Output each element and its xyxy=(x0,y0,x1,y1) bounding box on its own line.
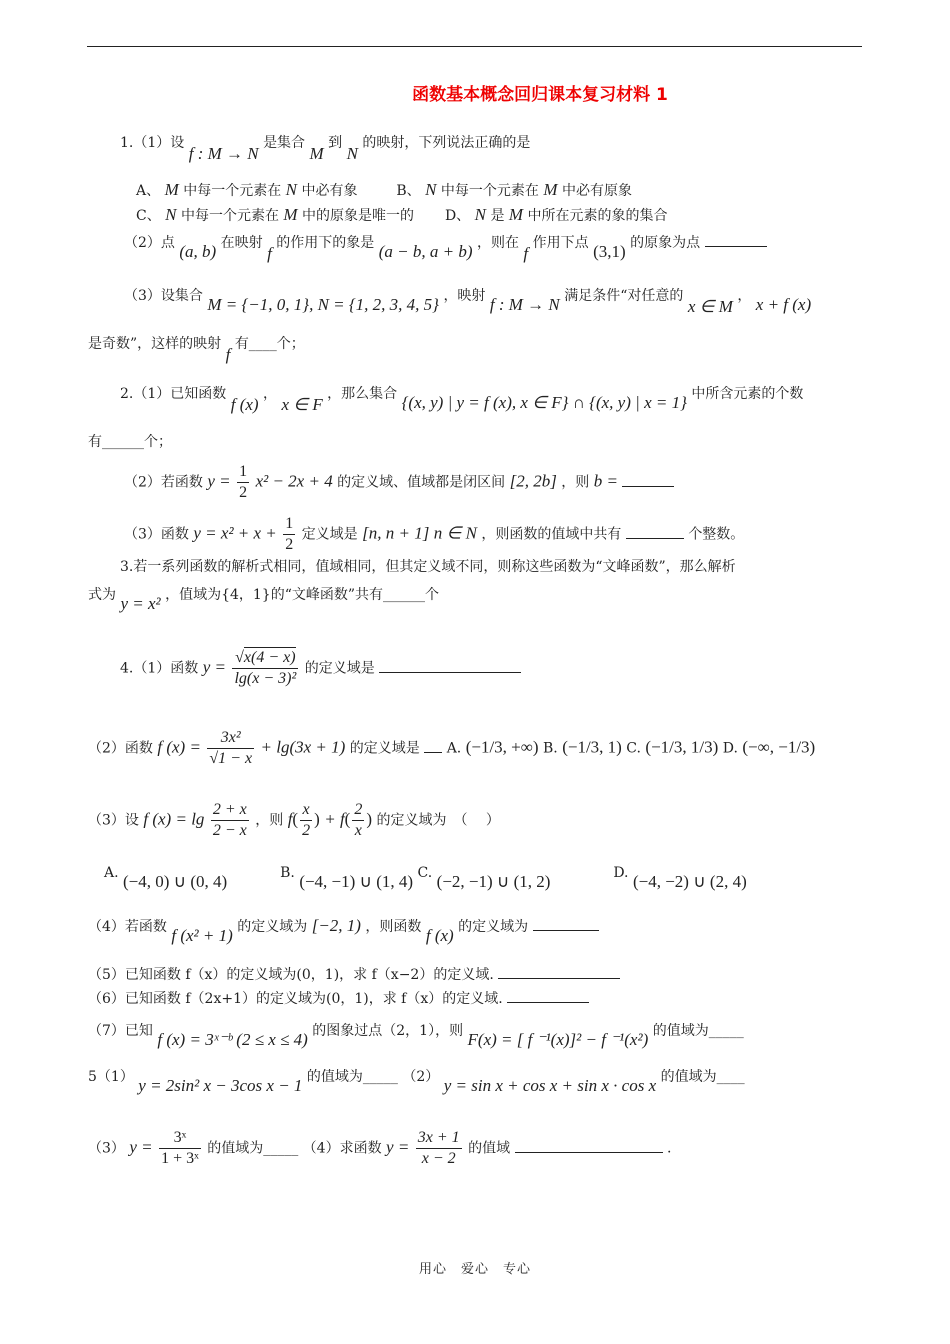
q1-part3-line2 xyxy=(88,333,305,364)
q1-p2-lead: （2）点 xyxy=(124,235,175,251)
q1-opt-a-label: A、 xyxy=(136,183,161,199)
q4-p3-fx: f (x) = lg xyxy=(143,809,205,829)
q2-p3-tail2: 个整数。 xyxy=(688,526,745,543)
q4-p2-b-label: B. xyxy=(543,740,558,757)
q2-part2 xyxy=(124,462,674,503)
q1-p3-comma: ， xyxy=(737,288,752,304)
page-title: 函数基本概念回归课本复习材料 1 xyxy=(412,85,668,105)
q4-p2-a-label: A. xyxy=(446,740,462,757)
q4-p2-den-wrap: √1 − x xyxy=(209,750,253,767)
q4-p3-a-val: (−4, 0) ∪ (0, 4) xyxy=(123,872,228,891)
q1-p2-image: (a − b, a + b) xyxy=(378,242,473,261)
q1-opt-b-label: B、 xyxy=(396,183,421,199)
q4-part2 xyxy=(88,728,815,769)
q4-p3-plus-f: + f xyxy=(324,809,345,829)
q2-p1-comma: ， xyxy=(263,386,278,402)
q2-p3-mid: 定义域是 xyxy=(301,526,358,543)
q4-p3-b-label: B. xyxy=(280,865,295,881)
q1-p2-pt: (3,1) xyxy=(593,242,626,261)
q2-p1-fx: f (x) xyxy=(230,395,259,414)
q5-p4-frac xyxy=(416,1128,462,1169)
q1-opt-d-label: D、 xyxy=(444,208,471,224)
q1-opt-d-text1: 是 xyxy=(490,208,505,224)
q4-p3-a-label: A. xyxy=(104,865,119,881)
q4-p3-frac1 xyxy=(300,800,312,841)
q4-p2-den: 1 − x xyxy=(218,750,253,767)
page-footer: 用心 爱心 专心 xyxy=(418,1262,531,1277)
q5-p4-end: . xyxy=(667,1140,672,1157)
q4-p3-den: 2 − x xyxy=(212,822,247,839)
q5-p3-tail: 的值域为_____ xyxy=(207,1140,299,1157)
q4-p4-int: [−2, 1) xyxy=(311,916,361,935)
q4-p4-tail: 的定义域为 xyxy=(458,919,529,935)
q4-p3-n1: x xyxy=(300,800,312,821)
q4-p1-lead: 4.（1）函数 xyxy=(120,660,199,677)
q1-opt-a-m: M xyxy=(164,180,179,199)
q5-p3-num: 3ˣ xyxy=(159,1128,201,1149)
q4-p7-lead: （7）已知 xyxy=(88,1023,153,1039)
q2-p2-y: y = xyxy=(207,471,231,491)
q2-p2-lead: （2）若函数 xyxy=(124,474,203,491)
q1-opt-b-text2: 中必有原象 xyxy=(561,183,632,199)
q1-set-n: N xyxy=(346,144,358,163)
q5-part34 xyxy=(88,1128,672,1169)
q4-p3-frac2 xyxy=(352,800,364,841)
q4-p2-d-val: (−∞, −1/3) xyxy=(742,737,816,757)
q2-p1-set: {(x, y) | y = f (x), x ∈ F} ∩ {(x, y) | x = 1} xyxy=(401,393,687,412)
q1-p2-mid4: 作用下点 xyxy=(532,235,589,251)
q2-p2-tail: ，则 xyxy=(561,474,590,491)
q1-opt-c-text1: 中每一个元素在 xyxy=(180,208,279,224)
q3-line1: 3.若一系列函数的解析式相同，值域相同，但其定义域不同，则称这些函数为“文峰函数”，那么解析 xyxy=(120,559,736,575)
q1-opt-a-text2: 中必有象 xyxy=(301,183,358,199)
q2-p3-lead: （3）函数 xyxy=(124,526,189,543)
q1-options-cd xyxy=(136,205,668,226)
q4-p1-den: lg(x − 3)² xyxy=(234,670,297,687)
q4-p1-num-wrap: √x(4 − x) xyxy=(232,648,298,669)
q3-line2 xyxy=(88,584,440,613)
q4-p3-frac xyxy=(211,800,249,841)
q4-p7-tail: 的值域为_____ xyxy=(652,1023,744,1039)
q4-p7-F: F(x) = [ f ⁻¹(x)]² − f ⁻¹(x²) xyxy=(467,1030,649,1049)
q1-options-ab xyxy=(136,180,632,201)
q4-p2-d-label: D. xyxy=(722,740,738,757)
q5-p2-y: y = sin x + cos x + sin x · cos x xyxy=(443,1076,657,1095)
q5-p4-den: x − 2 xyxy=(421,1150,456,1167)
q1-opt-c-text2: 中的原象是唯一的 xyxy=(302,208,415,224)
q5-p4-y: y = xyxy=(386,1137,410,1157)
q4-p7-fx: f (x) = 3ˣ⁻ᵇ (2 ≤ x ≤ 4) xyxy=(157,1030,308,1049)
q4-p1-frac xyxy=(232,648,298,689)
q4-p3-f1: f xyxy=(287,809,293,829)
q4-p7-mid: 的图象过点（2，1），则 xyxy=(312,1023,464,1039)
q2-p2-rest: x² − 2x + 4 xyxy=(255,471,333,491)
q4-p3-lead: （3）设 xyxy=(88,812,139,829)
q1-p2-tail: 的原象为点 xyxy=(630,235,701,251)
q2-p2-int: [2, 2b] xyxy=(509,471,557,491)
q1-opt-b-text1: 中每一个元素在 xyxy=(440,183,539,199)
q1-p2-f2: f xyxy=(523,244,529,263)
q1-p1-is: 是集合 xyxy=(263,135,306,151)
q4-part7 xyxy=(88,1020,744,1049)
q4-p1-blank[interactable] xyxy=(379,658,521,673)
q4-p1-num: x(4 − x) xyxy=(243,649,296,666)
q4-p5-text: （5）已知函数 f（x）的定义域为(0，1)，求 f（x−2）的定义域. xyxy=(88,967,494,983)
q4-p3-c-label: C. xyxy=(417,865,433,881)
q1-p3-x: x ∈ M xyxy=(687,297,733,316)
q1-p2-point: (a, b) xyxy=(179,242,217,261)
q2-p2-b: b = xyxy=(593,471,618,491)
q1-p2-blank[interactable] xyxy=(705,232,767,247)
q4-p3-n2: 2 xyxy=(352,800,364,821)
q5-p1-lead: 5（1） xyxy=(88,1069,134,1085)
header-rule xyxy=(87,46,862,47)
q4-p5-blank[interactable] xyxy=(498,964,620,979)
q1-p2-mid2: 的作用下的象是 xyxy=(276,235,375,251)
q4-p4-fx2: f (x) xyxy=(425,926,454,945)
q1-p3-tail: 有____个； xyxy=(234,336,305,352)
q2-p1-mid: ，那么集合 xyxy=(327,386,398,402)
q2-p1-tail: 中所含元素的个数 xyxy=(691,386,804,402)
q4-p3-d2: x xyxy=(354,822,362,839)
q5-p3-den: 1 + 3ˣ xyxy=(161,1150,199,1167)
q4-p2-num: 3x² xyxy=(207,728,254,749)
q5-p2-tail: 的值域为____ xyxy=(660,1069,745,1085)
q2-p1-xf: x ∈ F xyxy=(281,395,323,414)
q2-p3-tail: ，则函数的值域中共有 xyxy=(481,526,622,543)
q4-p2-c-val: (−1/3, 1/3) xyxy=(645,737,719,757)
q1-p3-sets: M = {−1, 0, 1}, N = {1, 2, 3, 4, 5} xyxy=(207,295,439,314)
q4-part3-options xyxy=(104,862,747,891)
q4-p3-d1: 2 xyxy=(302,822,311,839)
q4-p4-mid2: ，则函数 xyxy=(365,919,422,935)
q4-p4-fx: f (x² + 1) xyxy=(171,926,233,945)
q1-opt-c-label: C、 xyxy=(136,208,161,224)
q3-line2-tail: ，值域为{4，1}的“文峰函数”共有______个 xyxy=(165,587,440,603)
q1-p3-f: f xyxy=(225,345,231,364)
q1-p3-mid: ，映射 xyxy=(443,288,486,304)
q1-set-m: M xyxy=(309,144,324,163)
q4-p2-frac xyxy=(207,728,254,769)
q2-p3-int: [n, n + 1] xyxy=(362,523,430,543)
q1-opt-c-n: N xyxy=(165,205,177,224)
q1-p1-lead: 1.（1）设 xyxy=(120,135,185,151)
q2-p2-blank[interactable] xyxy=(622,472,674,487)
q4-p1-y: y = xyxy=(202,657,226,677)
q2-p2-frac xyxy=(237,462,249,503)
q4-p3-tail: 的定义域为 （ ） xyxy=(376,812,500,829)
q4-part3: （3）设 f (x) = lg $\frac{2 + x}{2 - x}$ ，则 f( $\frac{x}{2}$ ) + f( $\frac{2}{x}$ ) 的定义域为 （ ） xyxy=(88,801,500,839)
q4-p2-c-label: C. xyxy=(626,740,641,757)
q5-part12 xyxy=(88,1066,745,1095)
q2-p3-frac-den: 2 xyxy=(285,536,294,553)
q3-line2-fn: y = x² xyxy=(120,594,161,613)
q4-p2-lead: （2）函数 xyxy=(88,740,153,757)
q1-p3-map: f : M → N xyxy=(489,295,560,314)
q1-part2 xyxy=(124,232,767,263)
q1-p2-mid: 在映射 xyxy=(220,235,263,251)
q4-part1 xyxy=(120,648,521,689)
q1-opt-d-n: N xyxy=(474,205,486,224)
q4-p3-c-val: (−2, −1) ∪ (1, 2) xyxy=(436,872,551,891)
q5-p2-lead: （2） xyxy=(402,1069,440,1085)
q2-p3-frac-num: 1 xyxy=(283,514,295,535)
q2-p2-mid: 的定义域、值域都是闭区间 xyxy=(337,474,506,491)
q5-p4-num: 3x + 1 xyxy=(416,1128,462,1149)
q2-p1-lead: 2.（1）已知函数 xyxy=(120,386,227,402)
q2-part1-line2: 有______个； xyxy=(88,434,172,450)
q1-part1 xyxy=(120,132,531,163)
q1-opt-a-text1: 中每一个元素在 xyxy=(183,183,282,199)
q5-p4-lead: （4）求函数 xyxy=(302,1140,382,1157)
q4-p4-mid: 的定义域为 xyxy=(237,919,308,935)
q4-p2-b-val: (−1/3, 1) xyxy=(562,737,622,757)
q1-p3-line2: 是奇数”，这样的映射 xyxy=(88,336,222,352)
q5-p4-blank[interactable] xyxy=(515,1138,663,1153)
q2-p3-blank[interactable] xyxy=(626,524,684,539)
q4-p2-a-val: (−1/3, +∞) xyxy=(465,737,539,757)
q1-opt-b-n: N xyxy=(425,180,437,199)
q4-p3-d-val: (−4, −2) ∪ (2, 4) xyxy=(632,872,747,891)
q1-to: 到 xyxy=(328,135,343,151)
q4-p3-b-val: (−4, −1) ∪ (1, 4) xyxy=(299,872,414,891)
q1-part3 xyxy=(124,285,812,316)
q2-p2-frac-num: 1 xyxy=(237,462,249,483)
q4-p4-lead: （4）若函数 xyxy=(88,919,167,935)
q1-opt-c-m: M xyxy=(283,205,298,224)
q5-p1-y: y = 2sin² x − 3cos x − 1 xyxy=(138,1076,303,1095)
q5-p4-tail: 的值域 xyxy=(468,1140,511,1157)
q5-p1-tail: 的值域为_____ xyxy=(306,1069,398,1085)
q1-p2-f: f xyxy=(267,244,272,263)
q2-p3-nn: n ∈ N xyxy=(433,523,477,543)
q2-p2-frac-den: 2 xyxy=(239,484,248,501)
q1-p2-mid3: ，则在 xyxy=(476,235,519,251)
q3-line2-lead: 式为 xyxy=(88,587,116,603)
q4-part5 xyxy=(88,964,620,985)
q2-part3 xyxy=(124,514,744,555)
q4-p2-mid: 的定义域是 xyxy=(349,740,420,757)
q5-p3-y: y = xyxy=(129,1137,153,1157)
q1-opt-b-m: M xyxy=(543,180,558,199)
q1-opt-a-n: N xyxy=(285,180,297,199)
q1-p3-expr: x + f (x) xyxy=(755,295,812,314)
q4-part4 xyxy=(88,916,599,945)
q1-map-expr: f : M → N xyxy=(188,144,259,163)
q1-opt-d-text2: 中所在元素的象的集合 xyxy=(527,208,668,224)
q1-p3-mid2: 满足条件“对任意的 xyxy=(564,288,684,304)
q2-p3-frac xyxy=(283,514,295,555)
q2-p3-y: y = x² + x + xyxy=(193,523,277,543)
q1-p1-tail: 的映射，下列说法正确的是 xyxy=(362,135,531,151)
q1-p3-lead: （3）设集合 xyxy=(124,288,203,304)
q4-part6 xyxy=(88,988,589,1009)
q4-p6-blank[interactable] xyxy=(507,988,589,1003)
q5-p3-lead: （3） xyxy=(88,1140,125,1157)
q4-p2-blank[interactable] xyxy=(424,738,442,753)
q4-p4-blank[interactable] xyxy=(533,916,599,931)
q4-p3-mid: ，则 xyxy=(255,812,284,829)
q4-p2-fx: f (x) = xyxy=(157,737,201,757)
q4-p3-d-label: D. xyxy=(613,865,629,881)
q4-p3-num: 2 + x xyxy=(211,800,249,821)
q4-p2-rest: + lg(3x + 1) xyxy=(260,737,346,757)
q5-p3-frac xyxy=(159,1128,201,1169)
q1-opt-d-m: M xyxy=(508,205,524,224)
q2-part1 xyxy=(120,383,804,414)
q4-p6-text: （6）已知函数 f（2x+1）的定义域为(0，1)，求 f（x）的定义域. xyxy=(88,991,503,1007)
q4-p1-tail: 的定义域是 xyxy=(304,660,375,677)
